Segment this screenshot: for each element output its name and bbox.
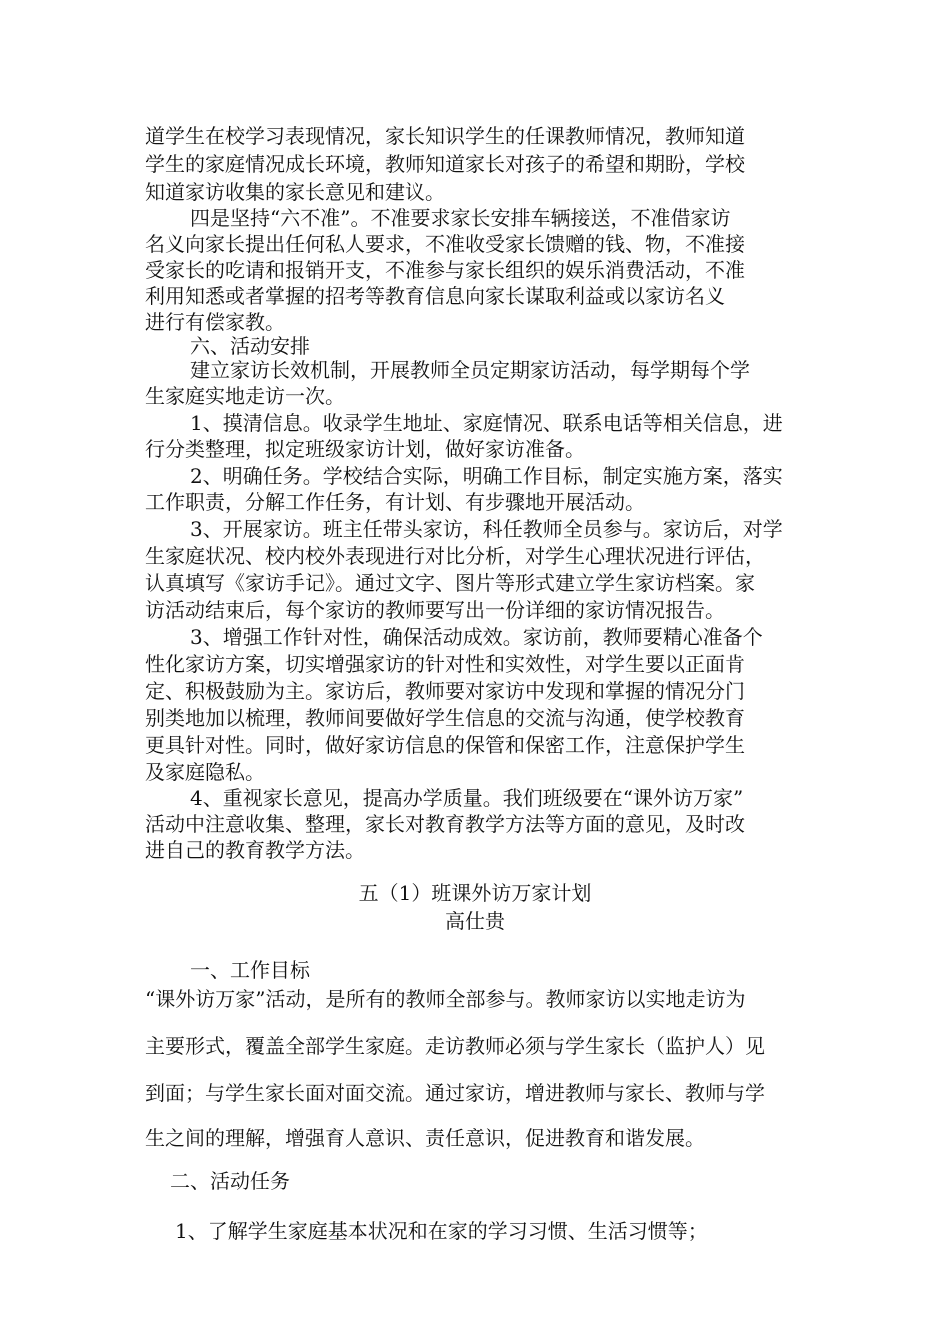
paragraph-line: 生家庭状况、校内校外表现进行对比分析，对学生心理状况进行评估， (145, 544, 765, 568)
paragraph-line: 生家庭实地走访一次。 (145, 384, 345, 408)
paragraph-line: 访活动结束后，每个家访的教师要写出一份详细的家访情况报告。 (145, 598, 725, 622)
paragraph-line: 主要形式，覆盖全部学生家庭。走访教师必须与学生家长（监护人）见 (145, 1034, 765, 1058)
paragraph-line: 更具针对性。同时，做好家访信息的保管和保密工作，注意保护学生 (145, 733, 745, 757)
paragraph-line: 及家庭隐私。 (145, 760, 265, 784)
paragraph-line: 性化家访方案，切实增强家访的针对性和实效性，对学生要以正面肯 (145, 652, 745, 676)
paragraph-line: 利用知悉或者掌握的招考等教育信息向家长谋取利益或以家访名义 (145, 284, 725, 308)
paragraph-line: 建立家访长效机制，开展教师全员定期家访活动，每学期每个学 (190, 358, 750, 382)
paragraph-line: 别类地加以梳理，教师间要做好学生信息的交流与沟通，使学校教育 (145, 706, 745, 730)
paragraph-line: 进行有偿家教。 (145, 310, 285, 334)
paragraph-line: 四是坚持“六不准”。不准要求家长安排车辆接送，不准借家访 (190, 206, 731, 230)
section-heading: 二、活动任务 (170, 1169, 290, 1193)
paragraph-line: 认真填写《家访手记》。通过文字、图片等形式建立学生家访档案。家 (145, 571, 755, 595)
paragraph-line: 进自己的教育教学方法。 (145, 838, 365, 862)
section-heading: 一、工作目标 (190, 958, 310, 982)
document-author: 高仕贵 (445, 909, 505, 933)
paragraph-line: 学生的家庭情况成长环境，教师知道家长对孩子的希望和期盼，学校 (145, 152, 745, 176)
paragraph-line: 受家长的吃请和报销开支，不准参与家长组织的娱乐消费活动，不准 (145, 258, 745, 282)
paragraph-line: “课外访万家”活动，是所有的教师全部参与。教师家访以实地走访为 (145, 987, 746, 1011)
paragraph-line: 知道家访收集的家长意见和建议。 (145, 180, 445, 204)
section-heading: 六、活动安排 (190, 334, 310, 358)
paragraph-line: 定、积极鼓励为主。家访后，教师要对家访中发现和掌握的情况分门 (145, 679, 745, 703)
paragraph-line: 生之间的理解，增强育人意识、责任意识，促进教育和谐发展。 (145, 1126, 705, 1150)
paragraph-line: 活动中注意收集、整理，家长对教育教学方法等方面的意见，及时改 (145, 812, 745, 836)
paragraph-line: 3、开展家访。班主任带头家访，科任教师全员参与。家访后，对学 (190, 517, 783, 541)
paragraph-line: 4、重视家长意见，提高办学质量。我们班级要在“课外访万家” (190, 786, 744, 810)
paragraph-line: 名义向家长提出任何私人要求，不准收受家长馈赠的钱、物，不准接 (145, 232, 745, 256)
paragraph-line: 工作职责，分解工作任务，有计划、有步骤地开展活动。 (145, 490, 645, 514)
document-title: 五（1）班课外访万家计划 (358, 881, 592, 905)
paragraph-line: 1、摸清信息。收录学生地址、家庭情况、联系电话等相关信息，进 (190, 411, 783, 435)
paragraph-line: 行分类整理，拟定班级家访计划，做好家访准备。 (145, 437, 585, 461)
paragraph-line: 2、明确任务。学校结合实际，明确工作目标，制定实施方案，落实 (190, 464, 783, 488)
paragraph-line: 1、了解学生家庭基本状况和在家的学习习惯、生活习惯等； (175, 1219, 708, 1243)
paragraph-line: 到面；与学生家长面对面交流。通过家访，增进教师与家长、教师与学 (145, 1081, 765, 1105)
paragraph-line: 道学生在校学习表现情况，家长知识学生的任课教师情况，教师知道 (145, 124, 745, 148)
paragraph-line: 3、增强工作针对性，确保活动成效。家访前，教师要精心准备个 (190, 625, 763, 649)
